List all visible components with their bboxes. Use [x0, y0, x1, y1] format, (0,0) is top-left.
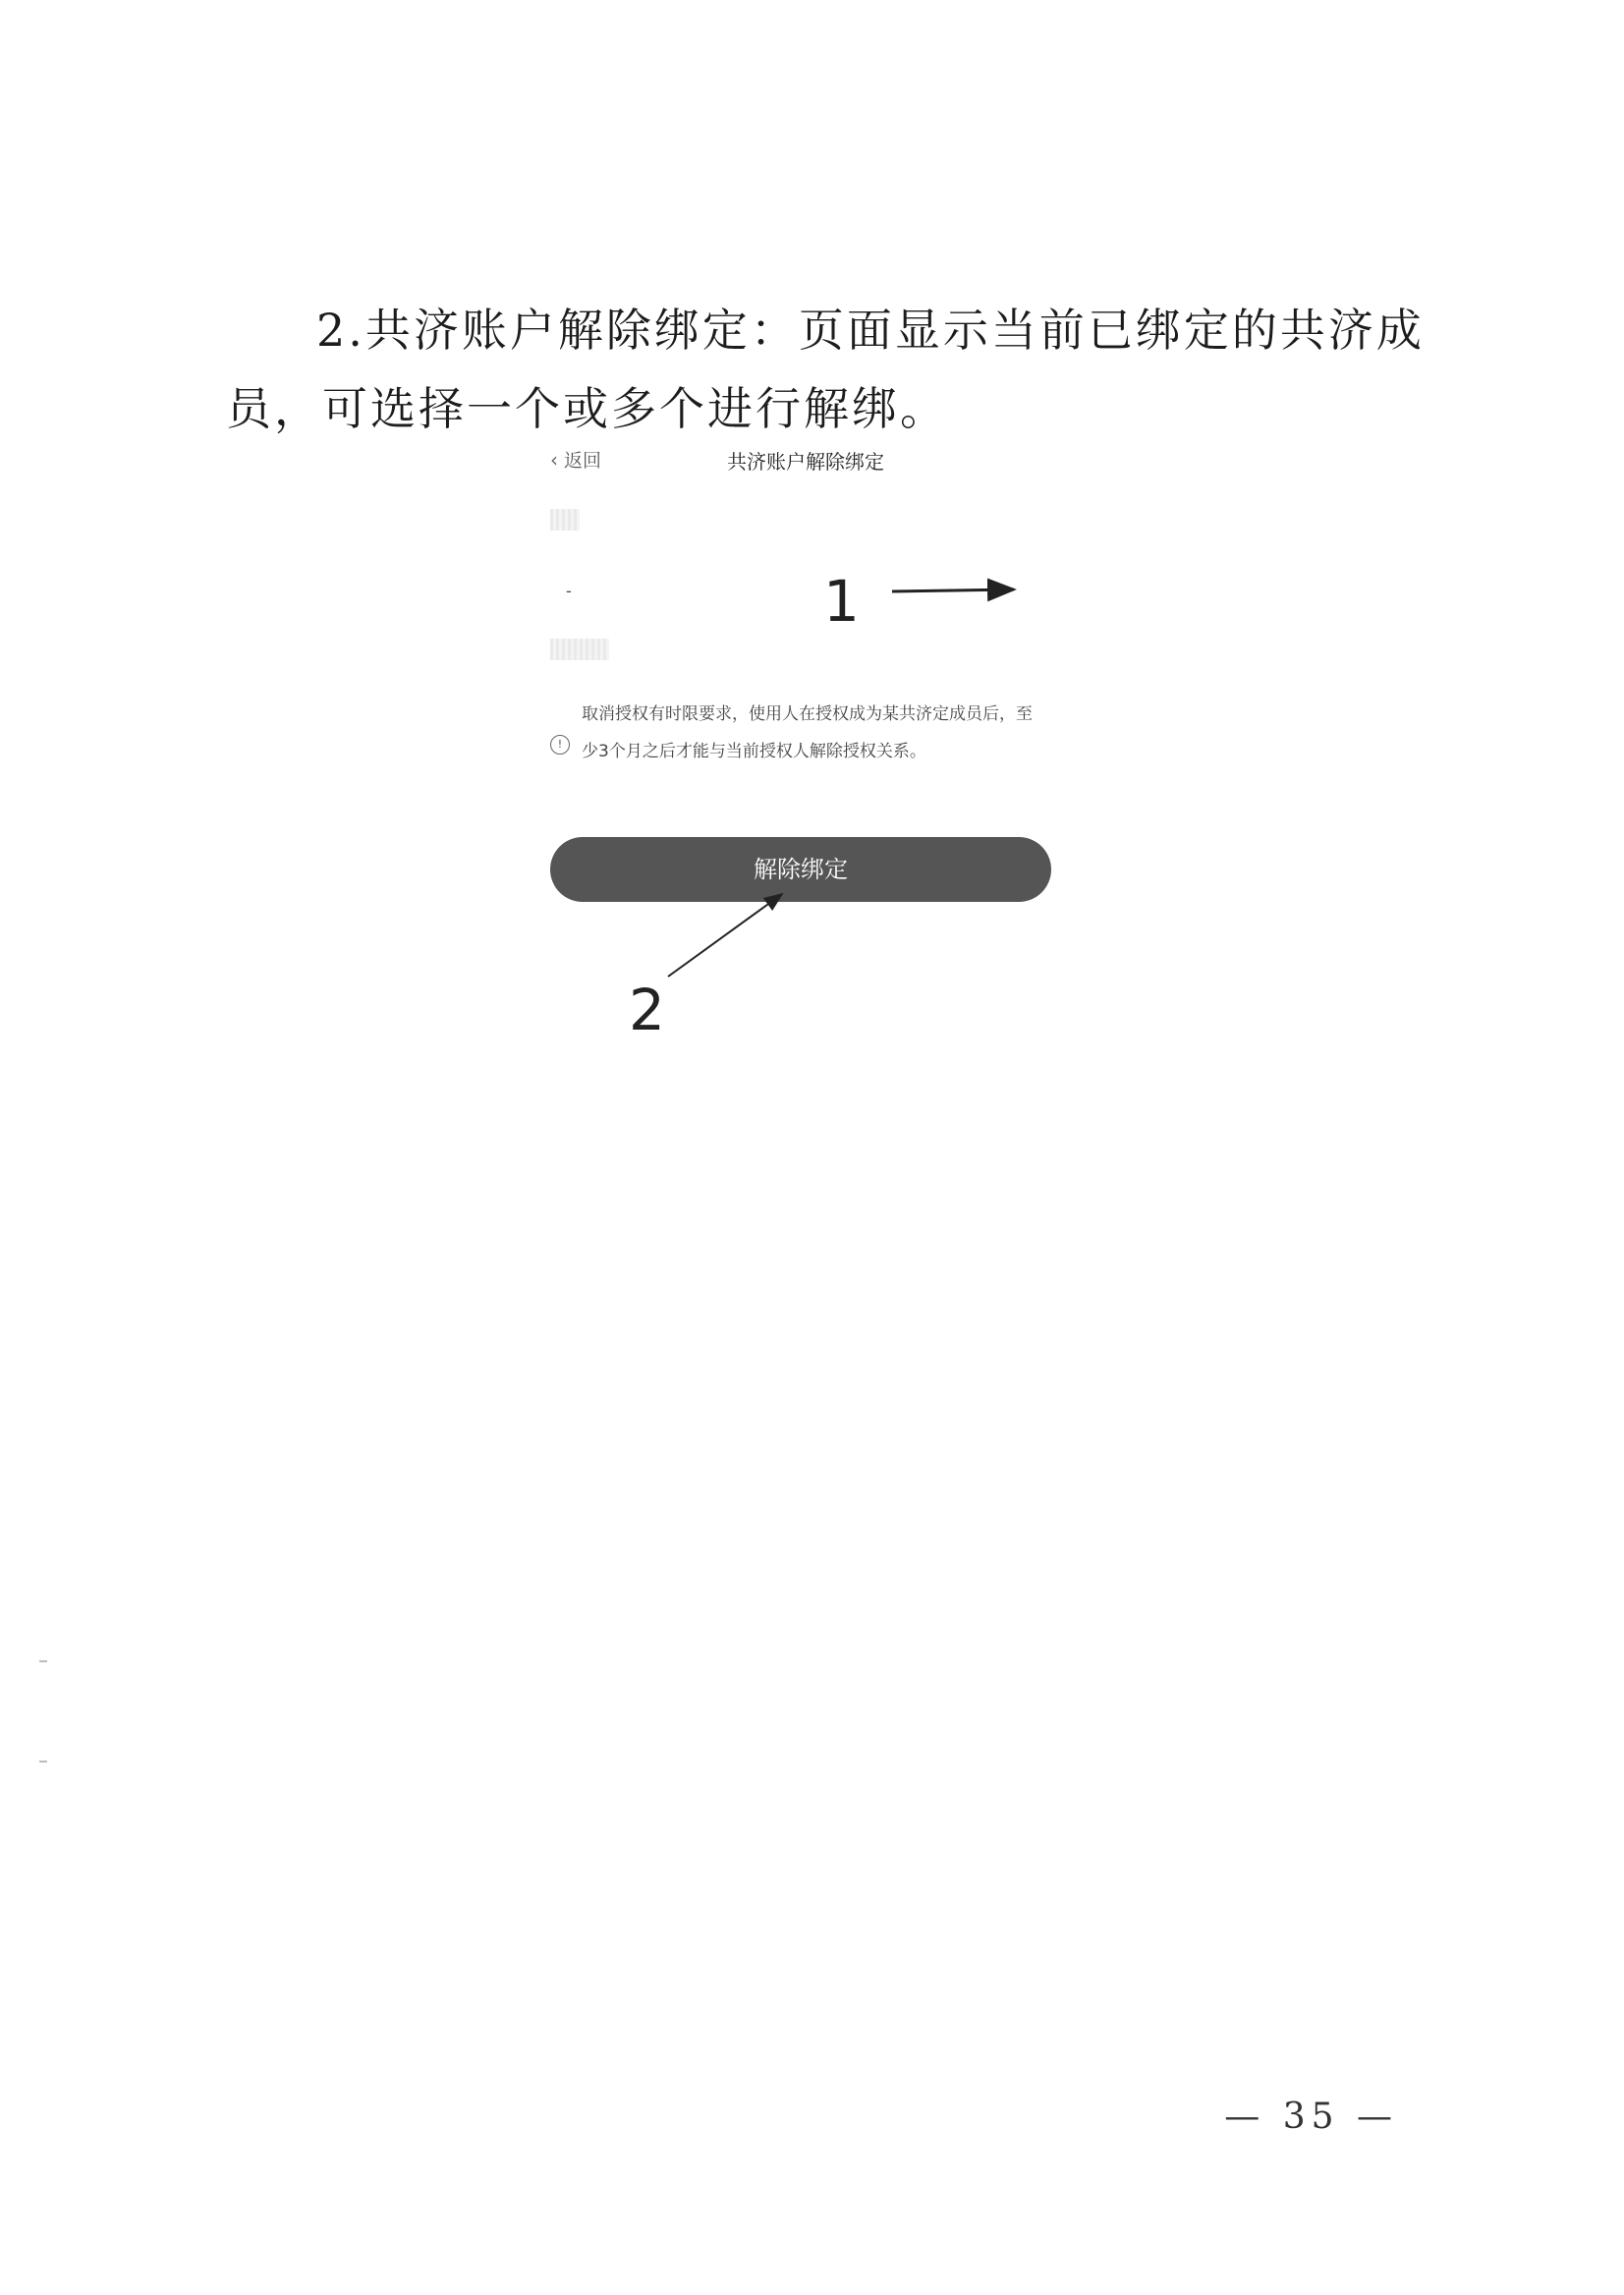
- body-paragraph: [226, 291, 1454, 448]
- scan-speck: [39, 1660, 47, 1662]
- member-row[interactable]: [550, 639, 1061, 668]
- member-placeholder: -: [566, 582, 572, 600]
- member-row[interactable]: [550, 578, 1061, 607]
- member-name-redacted: [550, 509, 580, 531]
- annotation-label-1: 1: [823, 568, 860, 635]
- notice: [550, 696, 1061, 794]
- annotation-label-2: 2: [629, 977, 665, 1043]
- info-icon: !: [550, 735, 570, 755]
- back-button[interactable]: [550, 446, 601, 473]
- page-title: 共济账户解除绑定: [727, 450, 884, 474]
- back-label: 返回: [564, 450, 602, 472]
- unbind-button[interactable]: 解除绑定: [550, 837, 1051, 902]
- page-number: — 35 —: [1224, 2097, 1398, 2137]
- member-row[interactable]: [550, 509, 1061, 538]
- app-screenshot: [531, 432, 1081, 943]
- scan-speck: [39, 1761, 47, 1763]
- paragraph-text: 2.共济账户解除绑定：页面显示当前已绑定的共济成员，可选择一个或多个进行解绑。: [226, 304, 1425, 435]
- member-name-redacted: [550, 639, 609, 660]
- nav-bar: [550, 446, 1061, 485]
- notice-text: 取消授权有时限要求，使用人在授权成为某共济定成员后，至少3个月之后才能与当前授权人解除授权关系。: [582, 704, 1033, 761]
- chevron-left-icon: ‹: [550, 447, 558, 472]
